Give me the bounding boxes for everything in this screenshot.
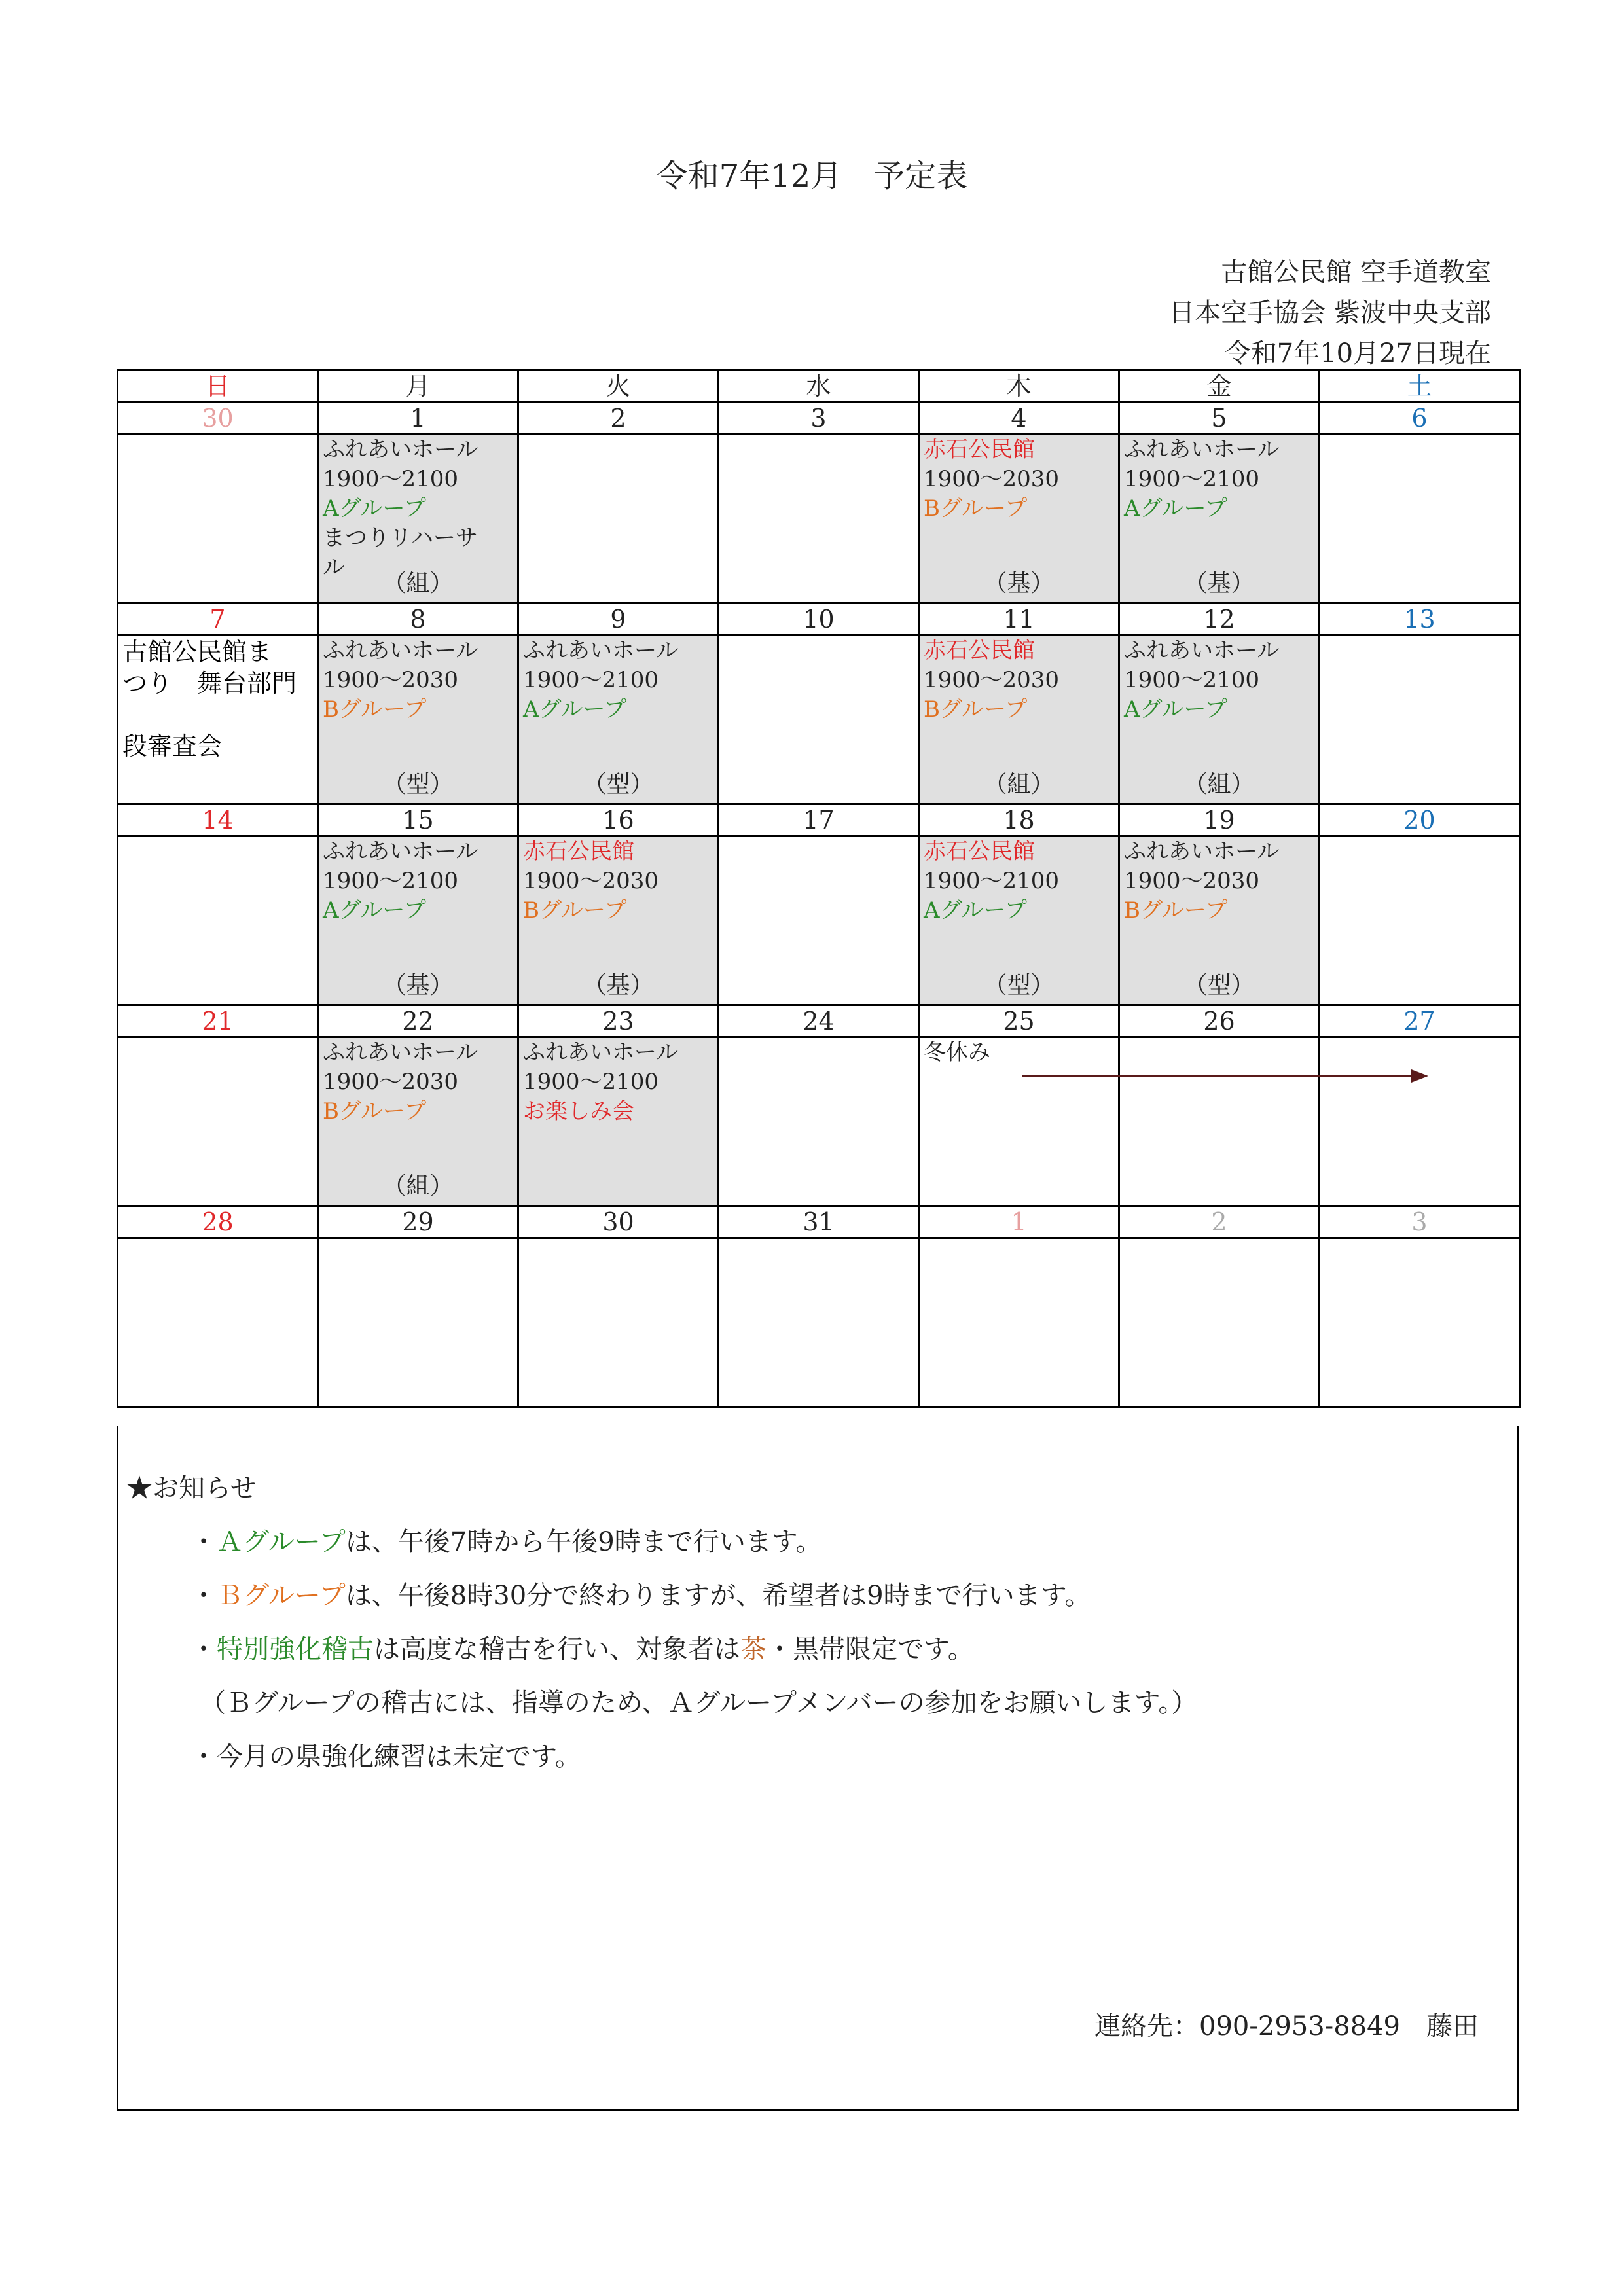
event-venue: 赤石公民館 <box>924 838 1035 865</box>
event-venue: ふれあいホール <box>323 637 478 664</box>
date-cell: 16 <box>518 804 719 836</box>
date-cell: 17 <box>719 804 919 836</box>
event-cell <box>318 836 518 1005</box>
event-venue: 赤石公民館 <box>924 437 1035 463</box>
date-cell: 2 <box>1119 1206 1320 1238</box>
date-cell: 5 <box>1119 403 1320 435</box>
notice-line <box>190 1575 1091 1612</box>
event-time: 1900～2030 <box>924 667 1060 693</box>
date-cell: 6 <box>1320 403 1520 435</box>
date-cell: 15 <box>318 804 518 836</box>
event-cell <box>1119 435 1320 603</box>
event-cell-empty <box>919 1238 1119 1407</box>
event-cell <box>518 1037 719 1206</box>
date-cell: 26 <box>1119 1005 1320 1037</box>
event-venue: ふれあいホール <box>323 437 478 463</box>
event-cell <box>1119 636 1320 804</box>
event-detail: お楽しみ会 <box>523 1098 634 1124</box>
event-group: Bグループ <box>323 1098 427 1124</box>
date-cell: 31 <box>719 1206 919 1238</box>
event-note: （基） <box>983 570 1055 597</box>
event-cell-empty <box>318 1238 518 1407</box>
event-time: 1900～2100 <box>1124 466 1260 492</box>
event-time: 1900～2100 <box>924 868 1060 894</box>
event-note: （基） <box>583 972 654 999</box>
event-venue: ふれあいホール <box>523 637 679 664</box>
event-detail: 段審査会 <box>122 732 223 761</box>
date-cell: 18 <box>919 804 1119 836</box>
event-cell-empty <box>719 1037 919 1206</box>
org-name: 古館公民館 空手道教室 <box>1221 257 1491 287</box>
event-group: Bグループ <box>523 897 627 924</box>
event-time: 1900～2100 <box>523 1069 659 1095</box>
notice-line <box>190 1521 822 1558</box>
special-training-label: 特別強化稽古 <box>217 1634 374 1664</box>
event-venue: ふれあいホール <box>323 1039 478 1066</box>
date-cell: 27 <box>1320 1005 1520 1037</box>
event-venue: ふれあいホール <box>323 838 478 865</box>
winter-break-label: 冬休み <box>924 1039 990 1066</box>
event-detail: 古館公民館ま <box>122 637 272 666</box>
date-cell: 7 <box>118 603 318 636</box>
event-cell <box>919 1037 1119 1206</box>
date-cell: 3 <box>1320 1206 1520 1238</box>
event-note: （型） <box>1183 972 1255 999</box>
date-cell: 14 <box>118 804 318 836</box>
event-note: （基） <box>382 972 454 999</box>
event-time: 1900～2030 <box>1124 868 1260 894</box>
date-cell: 23 <box>518 1005 719 1037</box>
event-group: Aグループ <box>323 897 426 924</box>
event-time: 1900～2030 <box>523 868 659 894</box>
event-note: （組） <box>1183 771 1255 798</box>
event-venue: ふれあいホール <box>1124 838 1280 865</box>
event-group: Aグループ <box>924 897 1027 924</box>
date-cell: 21 <box>118 1005 318 1037</box>
event-detail: ル <box>323 554 345 581</box>
event-cell-empty <box>518 435 719 603</box>
event-venue: ふれあいホール <box>1124 437 1280 463</box>
event-group: Bグループ <box>323 696 427 723</box>
event-time: 1900～2100 <box>323 466 459 492</box>
event-cell <box>318 1037 518 1206</box>
event-cell <box>518 636 719 804</box>
date-cell: 29 <box>318 1206 518 1238</box>
event-group: Aグループ <box>1124 495 1227 522</box>
date-cell: 24 <box>719 1005 919 1037</box>
event-detail: まつりリハーサ <box>323 525 478 551</box>
event-note: （基） <box>1183 570 1255 597</box>
event-cell-empty <box>118 1238 318 1407</box>
weekday-fri: 金 <box>1119 370 1320 403</box>
event-note: （型） <box>983 972 1055 999</box>
notice-line: ・今月の県強化練習は未定です。 <box>190 1742 581 1772</box>
event-time: 1900～2100 <box>323 868 459 894</box>
bullet: ・ <box>190 1634 217 1664</box>
date-cell: 10 <box>719 603 919 636</box>
weekday-sun: 日 <box>118 370 318 403</box>
page-title: 令和7年12月 予定表 <box>656 158 968 194</box>
date-cell: 20 <box>1320 804 1520 836</box>
event-time: 1900～2100 <box>1124 667 1260 693</box>
date-cell: 4 <box>919 403 1119 435</box>
event-cell-empty <box>719 836 919 1005</box>
date-cell: 1 <box>919 1206 1119 1238</box>
date-cell: 28 <box>118 1206 318 1238</box>
event-cell-empty <box>719 435 919 603</box>
weekday-wed: 水 <box>719 370 919 403</box>
notice-text: ・黒帯限定です。 <box>767 1634 974 1664</box>
brown-belt-label: 茶 <box>740 1634 767 1664</box>
date-cell: 2 <box>518 403 719 435</box>
event-cell-empty <box>1320 435 1520 603</box>
event-group: Bグループ <box>1124 897 1228 924</box>
notice-box <box>117 1426 1519 2111</box>
event-cell <box>1119 836 1320 1005</box>
notice-header: ★お知らせ <box>126 1473 257 1503</box>
event-group: Aグループ <box>1124 696 1227 723</box>
weekday-mon: 月 <box>318 370 518 403</box>
association-name: 日本空手協会 紫波中央支部 <box>1168 298 1491 328</box>
event-time: 1900～2030 <box>924 466 1060 492</box>
event-detail <box>118 699 317 730</box>
date-cell: 22 <box>318 1005 518 1037</box>
event-group: Bグループ <box>924 696 1028 723</box>
notice-line <box>190 1628 974 1666</box>
event-group: Aグループ <box>523 696 626 723</box>
date-cell: 9 <box>518 603 719 636</box>
bullet: ・ <box>190 1527 217 1557</box>
notice-text: は、午後8時30分で終わりますが、希望者は9時まで行います。 <box>345 1581 1091 1611</box>
event-group: Bグループ <box>924 495 1028 522</box>
event-cell <box>919 435 1119 603</box>
event-note: （型） <box>583 771 654 798</box>
event-cell-empty <box>719 636 919 804</box>
event-cell-empty <box>118 435 318 603</box>
event-cell-empty <box>719 1238 919 1407</box>
bullet: ・ <box>190 1581 217 1611</box>
event-cell-empty <box>1320 1238 1520 1407</box>
event-cell <box>919 636 1119 804</box>
contact-info: 連絡先：090-2953-8849 藤田 <box>1094 2011 1479 2041</box>
event-venue: 赤石公民館 <box>523 838 634 865</box>
event-time: 1900～2100 <box>523 667 659 693</box>
event-cell <box>118 636 318 804</box>
event-cell <box>518 836 719 1005</box>
date-cell: 13 <box>1320 603 1520 636</box>
event-cell-empty <box>1320 836 1520 1005</box>
weekday-thu: 木 <box>919 370 1119 403</box>
event-cell-empty <box>1119 1238 1320 1407</box>
event-venue: 赤石公民館 <box>924 637 1035 664</box>
event-time: 1900～2030 <box>323 1069 459 1095</box>
date-cell: 8 <box>318 603 518 636</box>
notice-text: は、午後7時から午後9時まで行います。 <box>345 1527 822 1557</box>
event-cell <box>318 435 518 603</box>
weekday-tue: 火 <box>518 370 719 403</box>
weekday-sat: 土 <box>1320 370 1520 403</box>
date-cell: 12 <box>1119 603 1320 636</box>
calendar-table <box>117 369 1521 1408</box>
event-cell-empty <box>1119 1037 1320 1206</box>
event-note: （型） <box>382 771 454 798</box>
event-detail: つり 舞台部門 <box>122 669 297 698</box>
winter-break-arrow <box>1022 1068 1428 1084</box>
date-cell: 25 <box>919 1005 1119 1037</box>
event-cell-empty <box>118 1037 318 1206</box>
event-cell <box>919 836 1119 1005</box>
group-b-label: Ｂグループ <box>217 1581 346 1611</box>
event-cell-empty <box>118 836 318 1005</box>
date-cell: 19 <box>1119 804 1320 836</box>
event-time: 1900～2030 <box>323 667 459 693</box>
event-cell-empty <box>1320 636 1520 804</box>
event-cell-empty <box>1320 1037 1520 1206</box>
as-of-date: 令和7年10月27日現在 <box>1224 338 1491 368</box>
event-group: Aグループ <box>323 495 426 522</box>
event-note: （組） <box>983 771 1055 798</box>
event-note: （組） <box>382 1173 454 1200</box>
event-cell <box>318 636 518 804</box>
date-cell: 30 <box>118 403 318 435</box>
date-cell: 30 <box>518 1206 719 1238</box>
event-note: （組） <box>382 570 454 597</box>
date-cell: 1 <box>318 403 518 435</box>
event-venue: ふれあいホール <box>1124 637 1280 664</box>
date-cell: 3 <box>719 403 919 435</box>
date-cell: 11 <box>919 603 1119 636</box>
notice-line: （Ｂグループの稽古には、指導のため、Ａグループメンバーの参加をお願いします。） <box>200 1688 1198 1718</box>
event-cell-empty <box>518 1238 719 1407</box>
group-a-label: Ａグループ <box>217 1527 346 1557</box>
event-venue: ふれあいホール <box>523 1039 679 1066</box>
notice-text: は高度な稽古を行い、対象者は <box>374 1634 740 1664</box>
